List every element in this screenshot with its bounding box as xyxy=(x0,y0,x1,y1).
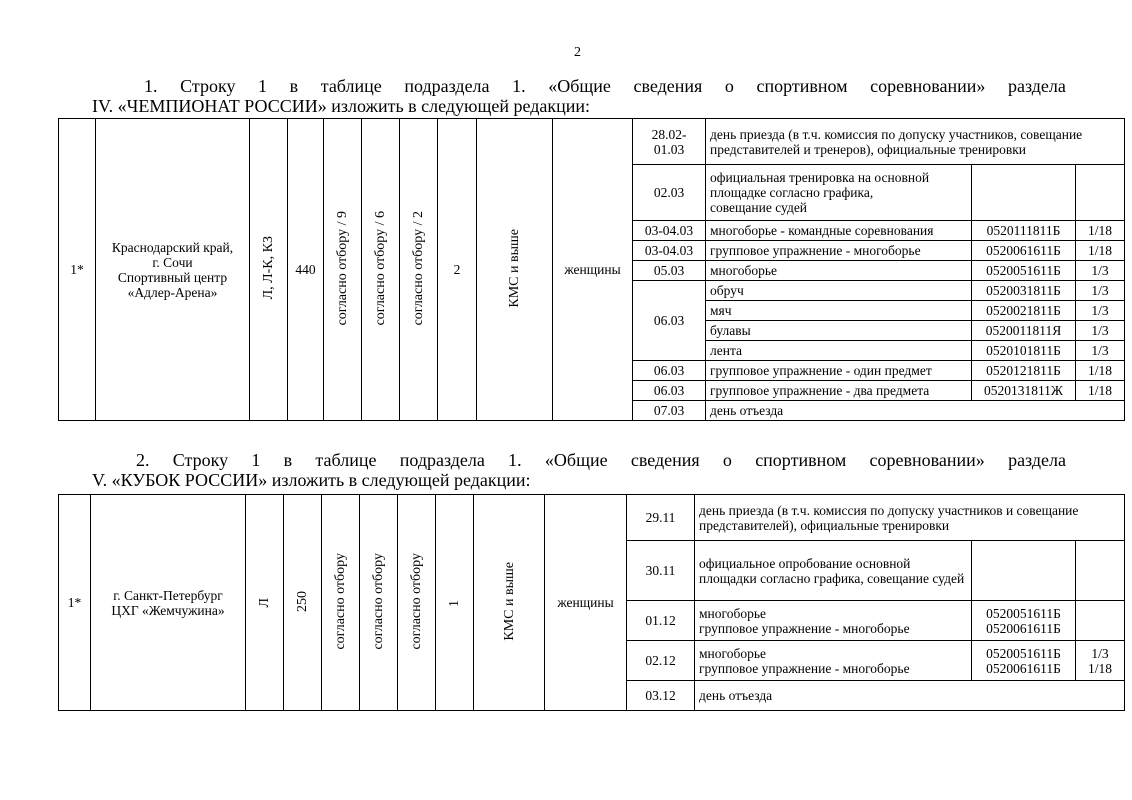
event-qty: 1/3 xyxy=(1076,261,1125,281)
word: соревновании» xyxy=(869,450,985,470)
word: подраздела xyxy=(404,76,490,96)
schedule-date: 03-04.03 xyxy=(633,241,706,261)
event-code: 0520031811Б xyxy=(972,281,1076,301)
word: в xyxy=(283,450,293,470)
table-championship xyxy=(58,118,1125,421)
selection-a: согласно отбору xyxy=(322,495,360,711)
word: 2. xyxy=(136,450,150,470)
schedule-description: групповое упражнение - два предмета xyxy=(706,381,972,401)
event-qty: 1/18 xyxy=(1076,241,1125,261)
word: сведения xyxy=(630,450,700,470)
paragraph-2 xyxy=(92,450,1066,490)
schedule-description: день приезда (в т.ч. комиссия по допуску участников и совещание представителей), официальные тренировки xyxy=(695,495,1125,541)
word: 1. xyxy=(508,450,522,470)
row-number: 1* xyxy=(59,119,96,421)
event-code: 0520051611Б 0520061611Б xyxy=(972,641,1076,681)
row-number: 1* xyxy=(59,495,91,711)
code-cell xyxy=(972,165,1076,221)
selection-a: согласно отбору / 9 xyxy=(324,119,362,421)
schedule-description: день отъезда xyxy=(695,681,1125,711)
word: Строку xyxy=(172,450,229,470)
event-code: 0520131811Ж xyxy=(972,381,1076,401)
event-qty: 1/3 xyxy=(1076,281,1125,301)
category: Л xyxy=(246,495,284,711)
event-qty: 1/3 xyxy=(1076,321,1125,341)
venue: Краснодарский край, г. Сочи Спортивный центр «Адлер-Арена» xyxy=(96,119,250,421)
word: 1. xyxy=(144,76,158,96)
word: в xyxy=(289,76,299,96)
schedule-description: многоборье xyxy=(706,261,972,281)
event-qty: 1/18 xyxy=(1076,221,1125,241)
schedule-date: 02.12 xyxy=(627,641,695,681)
word: 1. xyxy=(512,76,526,96)
word: подраздела xyxy=(399,450,485,470)
qty-cell xyxy=(1076,541,1125,601)
schedule-description: многоборье - командные соревнования xyxy=(706,221,972,241)
schedule-date: 03-04.03 xyxy=(633,221,706,241)
word: «Общие xyxy=(548,76,611,96)
word: 1 xyxy=(258,76,268,96)
event-code: 0520051611Б 0520061611Б xyxy=(972,601,1076,641)
page-number: 2 xyxy=(574,45,581,60)
event-qty: 1/3 xyxy=(1076,301,1125,321)
event-qty: 1/3 xyxy=(1076,341,1125,361)
word: 1 xyxy=(251,450,261,470)
code-cell xyxy=(972,541,1076,601)
word: «Общие xyxy=(544,450,608,470)
schedule-description: день отъезда xyxy=(706,401,1125,421)
schedule-description: многоборье групповое упражнение - многоборье xyxy=(695,601,972,641)
word: спортивном xyxy=(756,76,848,96)
event-code: 0520011811Я xyxy=(972,321,1076,341)
word: таблице xyxy=(320,76,382,96)
schedule-date: 05.03 xyxy=(633,261,706,281)
word: о xyxy=(722,450,732,470)
schedule-date: 30.11 xyxy=(627,541,695,601)
event-qty: 1/3 1/18 xyxy=(1076,641,1125,681)
schedule-description: лента xyxy=(706,341,972,361)
event-code: 0520051611Б xyxy=(972,261,1076,281)
word: сведения xyxy=(633,76,703,96)
selection-c: согласно отбору / 2 xyxy=(400,119,438,421)
schedule-description: день приезда (в т.ч. комиссия по допуску участников, совещание представителей и тренеров), официальные тренировки xyxy=(706,119,1125,165)
schedule-date: 03.12 xyxy=(627,681,695,711)
schedule-date: 02.03 xyxy=(633,165,706,221)
schedule-description: официальная тренировка на основной площадке согласно графика, совещание судей xyxy=(706,165,972,221)
rank: КМС и выше xyxy=(474,495,545,711)
event-code: 0520111811Б xyxy=(972,221,1076,241)
selection-b: согласно отбору / 6 xyxy=(362,119,400,421)
count: 1 xyxy=(436,495,474,711)
schedule-description: обруч xyxy=(706,281,972,301)
schedule-date: 06.03 xyxy=(633,381,706,401)
schedule-date: 06.03 xyxy=(633,361,706,381)
selection-c: согласно отбору xyxy=(398,495,436,711)
event-qty: 1/18 xyxy=(1076,361,1125,381)
event-code: 0520101811Б xyxy=(972,341,1076,361)
venue: г. Санкт-Петербург ЦХГ «Жемчужина» xyxy=(91,495,246,711)
selection-b: согласно отбору xyxy=(360,495,398,711)
schedule-date: 01.12 xyxy=(627,601,695,641)
paragraph-1 xyxy=(92,76,1066,116)
schedule-description: официальное опробование основной площадки согласно графика, совещание судей xyxy=(695,541,972,601)
word: раздела xyxy=(1008,76,1066,96)
word: раздела xyxy=(1008,450,1066,470)
paragraph-1-line-2: IV. «ЧЕМПИОНАТ РОССИИ» изложить в следующей редакции: xyxy=(92,96,591,116)
count: 2 xyxy=(438,119,477,421)
schedule-date: 28.02- 01.03 xyxy=(633,119,706,165)
gender: женщины xyxy=(545,495,627,711)
gender: женщины xyxy=(553,119,633,421)
schedule-description: мяч xyxy=(706,301,972,321)
category: Л, Л-К, КЗ xyxy=(250,119,288,421)
event-qty xyxy=(1076,601,1125,641)
event-code: 0520021811Б xyxy=(972,301,1076,321)
paragraph-2-line-1 xyxy=(92,450,1066,470)
schedule-date: 07.03 xyxy=(633,401,706,421)
schedule-description: многоборье групповое упражнение - многоборье xyxy=(695,641,972,681)
schedule-date: 29.11 xyxy=(627,495,695,541)
schedule-description: групповое упражнение - многоборье xyxy=(706,241,972,261)
word: о xyxy=(724,76,734,96)
participants: 250 xyxy=(284,495,322,711)
schedule-date: 06.03 xyxy=(633,281,706,361)
table-cup xyxy=(58,494,1125,711)
paragraph-2-line-2: V. «КУБОК РОССИИ» изложить в следующей редакции: xyxy=(92,470,531,490)
schedule-description: булавы xyxy=(706,321,972,341)
qty-cell xyxy=(1076,165,1125,221)
event-qty: 1/18 xyxy=(1076,381,1125,401)
word: таблице xyxy=(315,450,377,470)
event-code: 0520061611Б xyxy=(972,241,1076,261)
word: Строку xyxy=(180,76,236,96)
schedule-description: групповое упражнение - один предмет xyxy=(706,361,972,381)
paragraph-1-line-1 xyxy=(92,76,1066,96)
rank: КМС и выше xyxy=(477,119,553,421)
participants: 440 xyxy=(288,119,324,421)
word: соревновании» xyxy=(870,76,986,96)
event-code: 0520121811Б xyxy=(972,361,1076,381)
word: спортивном xyxy=(755,450,847,470)
